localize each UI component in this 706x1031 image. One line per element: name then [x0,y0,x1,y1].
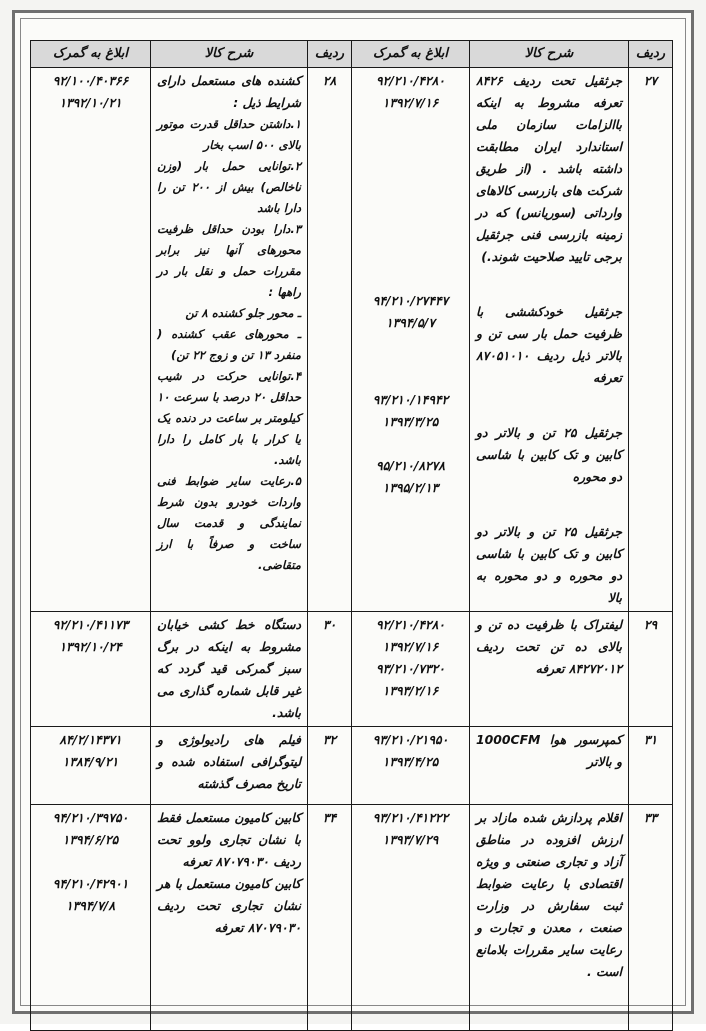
notification-date: ۱۳۹۲/۷/۱۶ [382,95,439,110]
row-number: ۲۷ [629,68,673,612]
goods-description [151,727,308,805]
notification-number: ۹۲/۱۰۰/۴۰۳۶۶ [52,73,129,88]
notification-number: ۸۴/۲/۱۴۳۷۱ [59,732,122,747]
goods-description [470,727,629,805]
description-paragraph: کابین کامیون مستعمل با هر نشان تجاری تحت ردیف ۸۷۰۷۹۰۳۰ تعرفه [157,876,301,935]
row-number: ۲۸ [308,68,352,612]
customs-notification [31,805,151,1031]
header-eblagh-right: ابلاغ به گمرک [352,41,470,68]
description-paragraph: کابین کامیون مستعمل فقط با نشان تجاری ولوو تحت ردیف ۸۷۰۷۹۰۳۰ تعرفه [157,810,301,869]
customs-notification [352,805,470,1031]
notification-date: ۱۳۹۴/۷/۸ [66,898,115,913]
notification-number: ۹۳/۲۱۰/۴۱۲۲۲ [372,810,449,825]
notification-date: ۱۳۹۵/۲/۱۳ [382,480,439,495]
goods-description [151,612,308,727]
description-paragraph: جرثقیل ۲۵ تن و بالاتر دو کابین و تک کابین با شاسی دو محوره [476,425,622,484]
notification-date: ۱۳۹۲/۱۰/۲۴ [59,639,122,654]
goods-description [151,805,308,1031]
description-paragraph: جرثقیل ۲۵ تن و بالاتر دو کابین و تک کابین با شاسی دو محوره و دو محوره به بالا [476,524,622,605]
notification-number: ۹۴/۲۱۰/۴۲۹۰۱ [52,876,129,891]
customs-notification [352,68,470,612]
notification-number: ۹۳/۲۱۰/۲۱۹۵۰ [372,732,449,747]
row-number: ۳۱ [629,727,673,805]
notification-date: ۱۳۹۳/۷/۲۹ [382,832,439,847]
condition-item: ۳.دارا بودن حداقل ظرفیت محورهای آنها نیز برابر مقررات حمل و نقل بار در راهها : [157,222,301,299]
notification-number: ۹۵/۲۱۰/۸۲۷۸ [376,458,445,473]
goods-description [470,68,629,612]
notification-date: ۱۳۹۳/۲/۱۶ [382,683,439,698]
condition-item: ۴.توانایی حرکت در شیب حداقل ۲۰ درصد با سرعت ۱۰ کیلومتر بر ساعت در دنده یک یا کرار با بار کامل را دارا باشد. [157,369,301,467]
notification-date: ۱۳۹۴/۶/۲۵ [62,832,119,847]
goods-table [30,40,673,1031]
condition-subitem: ـ محور جلو کشنده ۸ تن [185,306,301,320]
table-row [31,612,673,727]
description-paragraph: فیلم های رادیولوژی و لیتوگرافی استفاده شده و تاریخ مصرف گذشته [157,732,301,791]
condition-item: ۱.داشتن حداقل قدرت موتور بالای ۵۰۰ اسب بخار [157,117,301,152]
customs-notification [31,727,151,805]
description-paragraph: اقلام پردازش شده مازاد بر ارزش افزوده در مناطق آزاد و تجاری صنعتی و ویژه اقتصادی با رعایت ضوابط ثبت سفارش در وزارت صنعت ، معدن و تجارت و رعایت سایر مقررات بلامانع است . [476,810,622,979]
notification-date: ۱۳۹۳/۴/۲۵ [382,754,439,769]
notification-date: ۱۳۹۳/۳/۲۵ [382,414,439,429]
header-sharh-kala-right: شرح کالا [470,41,629,68]
row-number: ۳۲ [308,727,352,805]
notification-number: ۹۴/۲۱۰/۲۷۴۴۷ [372,293,449,308]
goods-description [470,805,629,1031]
customs-notification [31,68,151,612]
notification-number: ۹۴/۲۱۰/۳۹۷۵۰ [52,810,129,825]
customs-notification [31,612,151,727]
description-intro: کشنده های مستعمل دارای شرایط ذیل : [157,73,301,110]
table-row [31,727,673,805]
table-row [31,805,673,1031]
table-row [31,68,673,612]
goods-description [470,612,629,727]
row-number: ۳۳ [629,805,673,1031]
description-paragraph: کمپرسور هوا 1000CFM و بالاتر [476,732,622,769]
description-paragraph: دستگاه خط کشی خیابان مشروط به اینکه در برگ سبز گمرکی قید گردد که غیر قابل شماره گذاری می باشد. [157,617,301,720]
row-number: ۳۰ [308,612,352,727]
notification-number: ۹۳/۲۱۰/۷۳۲۰ [376,661,445,676]
condition-item: ۲.توانایی حمل بار (وزن ناخالص) بیش از ۲۰۰ تن را دارا باشد [157,159,301,215]
description-paragraph: جرثقیل تحت ردیف ۸۴۲۶ تعرفه مشروط به اینکه باالزامات سازمان ملی استاندارد ایران مطابقت داشته باشد . (از طریق شرکت های بازرسی کالاهای وارداتی (سوریانس) که در زمینه بازرسی فنی جرثقیل برجی تایید صلاحیت شوند.) [476,73,622,264]
table-header-row [31,41,673,68]
header-eblagh-left: ابلاغ به گمرک [31,41,151,68]
description-paragraph: لیفتراک با ظرفیت ده تن و بالای ده تن تحت ردیف ۸۴۲۷۲۰۱۲ تعرفه [476,617,622,676]
notification-date: ۱۳۹۲/۷/۱۶ [382,639,439,654]
notification-date: ۱۳۹۲/۱۰/۲۱ [59,95,122,110]
header-sharh-kala-left: شرح کالا [151,41,308,68]
notification-number: ۹۳/۲۱۰/۱۴۹۴۲ [372,392,449,407]
notification-number: ۹۲/۲۱۰/۴۱۱۷۳ [52,617,129,632]
condition-subitem: ـ محورهای عقب کشنده ( منفرد ۱۳ تن و زوج ۲۲ تن) [157,327,301,362]
notification-number: ۹۲/۲۱۰/۴۲۸۰ [376,617,445,632]
customs-notification [352,612,470,727]
goods-description [151,68,308,612]
row-number: ۲۹ [629,612,673,727]
description-paragraph: جرثقیل خودکششی با ظرفیت حمل بار سی تن و بالاتر ذیل ردیف ۸۷۰۵۱۰۱۰ تعرفه [476,304,622,385]
notification-date: ۱۳۹۴/۵/۷ [386,315,435,330]
customs-notification [352,727,470,805]
condition-item: ۵.رعایت سایر ضوابط فنی واردات خودرو بدون شرط نمایندگی و قدمت سال ساخت و صرفاً با ارز متقاضی. [157,474,301,572]
header-radif-left: ردیف [308,41,352,68]
notification-date: ۱۳۸۴/۹/۲۱ [62,754,119,769]
header-radif-right: ردیف [629,41,673,68]
notification-number: ۹۲/۲۱۰/۴۲۸۰ [376,73,445,88]
row-number: ۳۴ [308,805,352,1031]
